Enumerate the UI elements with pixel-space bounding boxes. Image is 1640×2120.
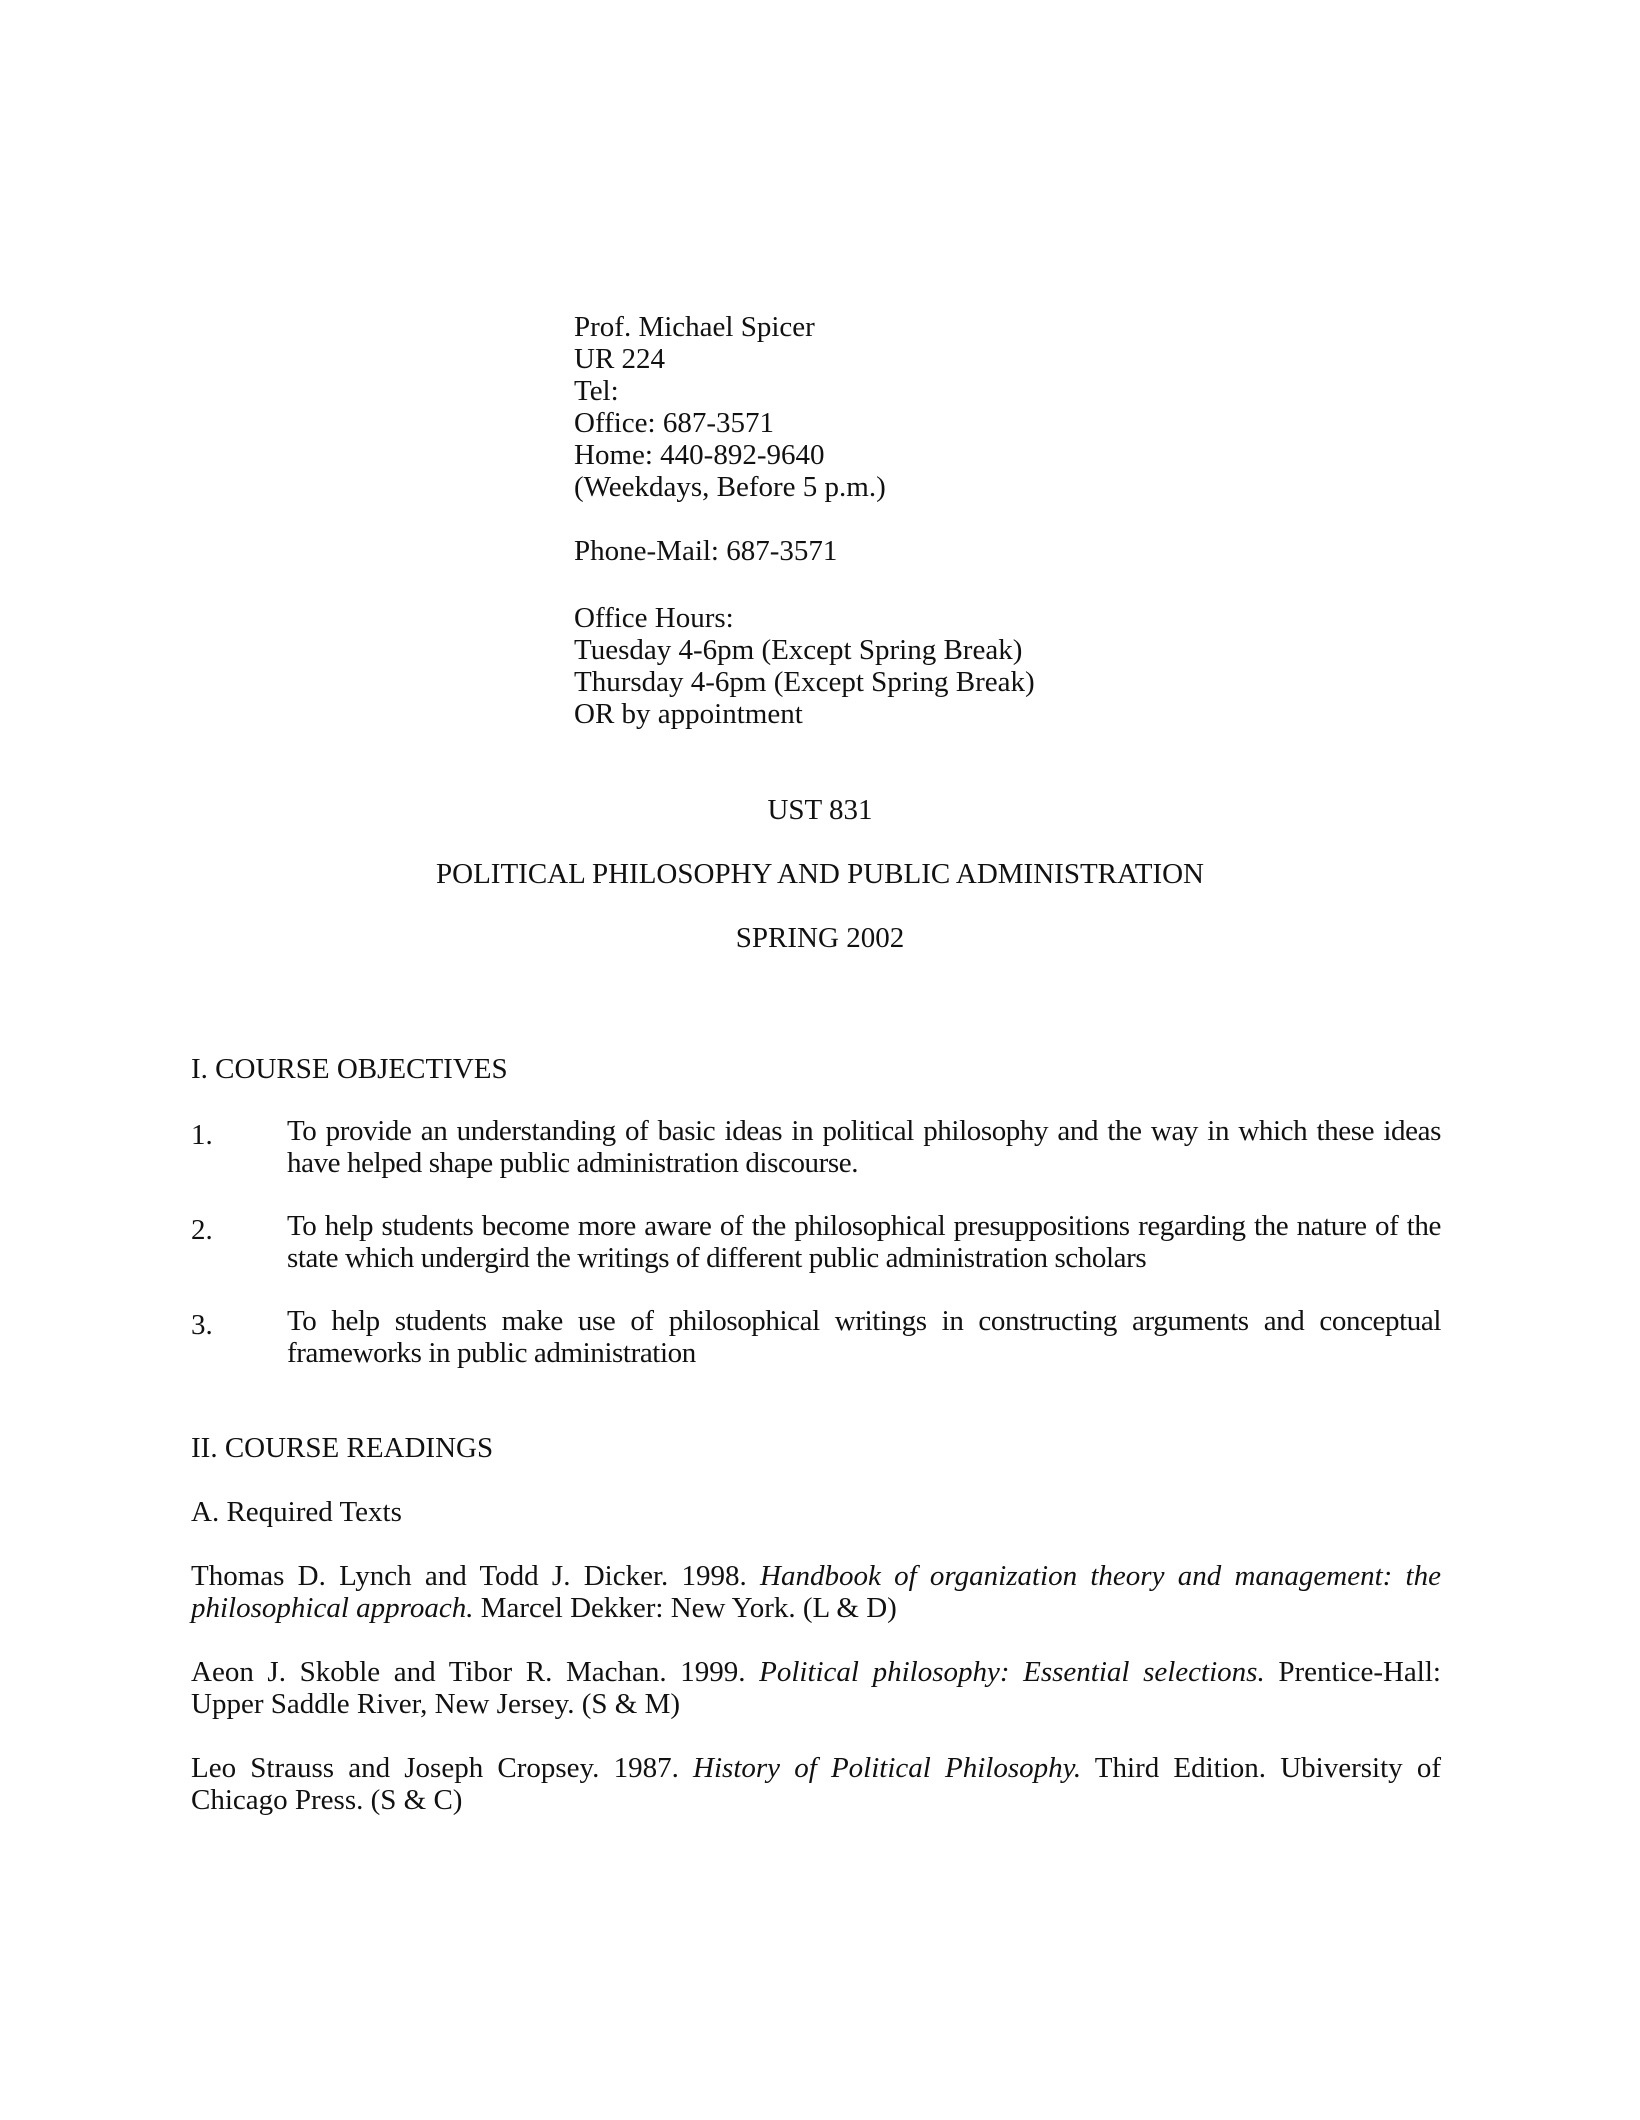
contact-block (574, 311, 1274, 730)
section-heading-objectives: I. COURSE OBJECTIVES (191, 1053, 508, 1085)
office-hours-appointment: OR by appointment (574, 698, 803, 730)
objective-text: To help students become more aware of the philosophical presuppositions regarding the nature of the state which undergird the writings of different public administration scholars (287, 1210, 1441, 1274)
citation-title: Handbook of organization theory and management: the philosophical approach. (191, 1560, 1441, 1624)
citation-title: Political philosophy: Essential selections. (759, 1656, 1265, 1688)
citation-publisher: Marcel Dekker: New York. (L & D) (473, 1592, 897, 1624)
office-hours-thursday: Thursday 4-6pm (Except Spring Break) (574, 666, 1035, 698)
professor-name: Prof. Michael Spicer (574, 311, 815, 343)
office-room: UR 224 (574, 343, 666, 375)
home-phone: Home: 440-892-9640 (574, 439, 825, 471)
reading-citation (191, 1560, 1441, 1624)
citation-authors: Thomas D. Lynch and Todd J. Dicker. 1998. (191, 1560, 761, 1592)
office-hours-label: Office Hours: (574, 602, 734, 634)
home-phone-note: (Weekdays, Before 5 p.m.) (574, 471, 886, 503)
course-code: UST 831 (767, 794, 873, 826)
citation-authors: Leo Strauss and Joseph Cropsey. 1987. (191, 1752, 694, 1784)
reading-citation (191, 1752, 1441, 1816)
citation-publisher: Third Edition. Ubiversity of Chicago Press. (S & C) (191, 1752, 1441, 1816)
objective-number: 1. (191, 1119, 213, 1151)
citation-authors: Aeon J. Skoble and Tibor R. Machan. 1999. (191, 1656, 760, 1688)
office-phone: Office: 687-3571 (574, 407, 774, 439)
citation-title: History of Political Philosophy. (693, 1752, 1082, 1784)
phone-mail: Phone-Mail: 687-3571 (574, 535, 838, 567)
objective-number: 3. (191, 1309, 213, 1341)
tel-label: Tel: (574, 375, 619, 407)
course-title: POLITICAL PHILOSOPHY AND PUBLIC ADMINISTRATION (436, 858, 1204, 890)
objective-text: To help students make use of philosophical writings in constructing arguments and conceptual frameworks in public administration (287, 1305, 1441, 1369)
reading-citation (191, 1656, 1441, 1720)
objective-number: 2. (191, 1214, 213, 1246)
office-hours-tuesday: Tuesday 4-6pm (Except Spring Break) (574, 634, 1023, 666)
citation-publisher: Prentice-Hall: Upper Saddle River, New Jersey. (S & M) (191, 1656, 1441, 1720)
course-term: SPRING 2002 (735, 922, 905, 954)
objective-text: To provide an understanding of basic ideas in political philosophy and the way in which these ideas have helped shape public administration discourse. (287, 1115, 1441, 1179)
required-texts-subheading: A. Required Texts (191, 1496, 402, 1528)
section-heading-readings: II. COURSE READINGS (191, 1432, 494, 1464)
